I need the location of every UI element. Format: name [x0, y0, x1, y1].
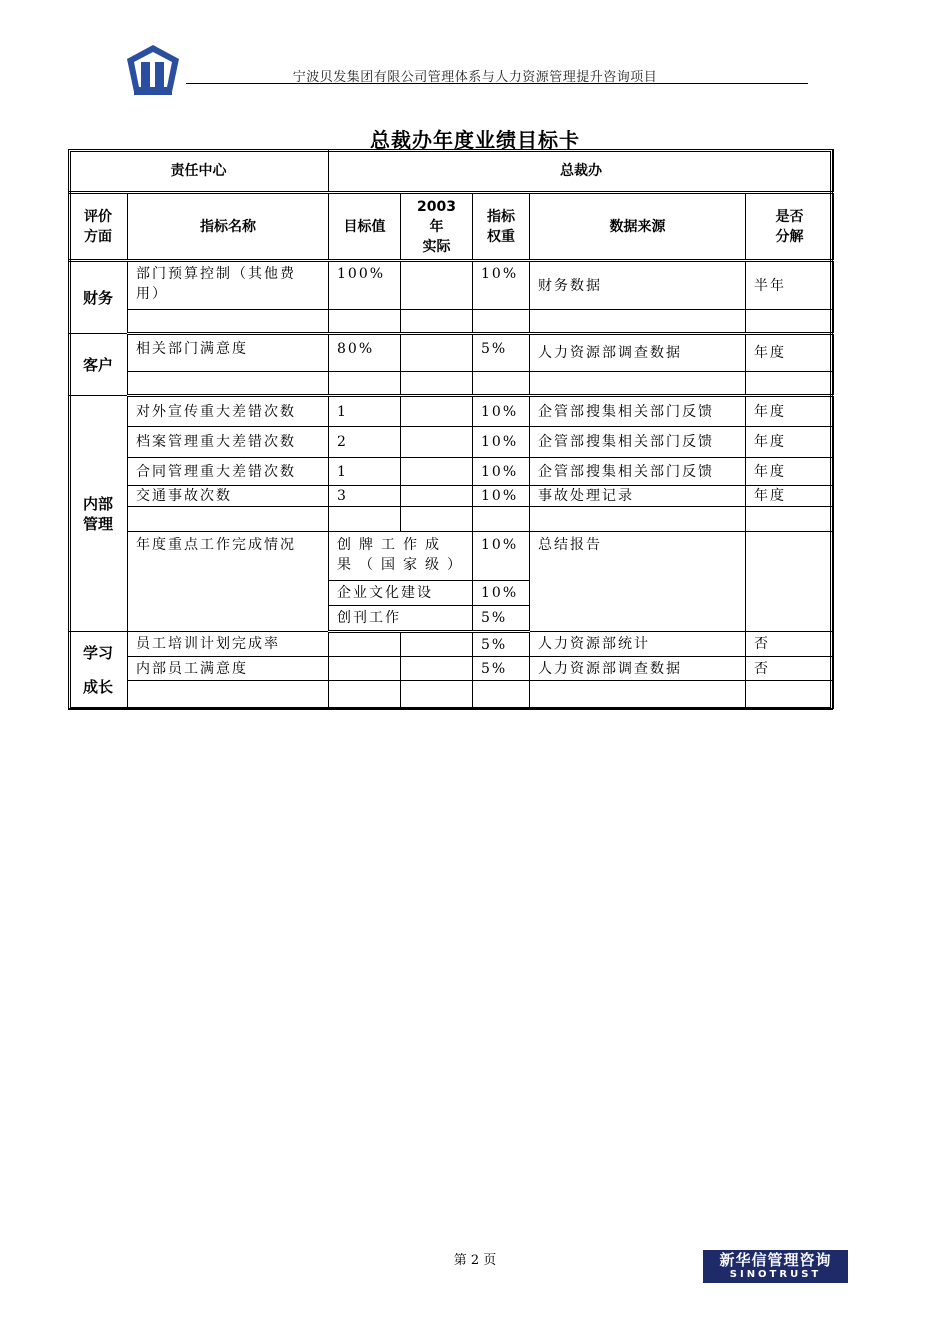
target-value: 1: [329, 458, 401, 486]
data-source: 事故处理记录: [530, 486, 746, 507]
weight-value: 10%: [473, 581, 530, 606]
indicator-name: 交通事故次数: [128, 486, 329, 507]
weight-value: 10%: [473, 261, 530, 310]
target-value: 创刊工作: [329, 606, 473, 632]
target-value: 3: [329, 486, 401, 507]
indicator-name: 员工培训计划完成率: [128, 632, 329, 657]
company-logo-icon: [124, 42, 182, 98]
data-source: 总结报告: [530, 532, 746, 632]
col-source-header: 数据来源: [530, 193, 746, 261]
table-outer-frame: [68, 149, 833, 710]
weight-value: 10%: [473, 396, 530, 427]
weight-value: 10%: [473, 427, 530, 458]
category-finance: 财务: [69, 261, 128, 334]
split-value: 年度: [746, 427, 834, 458]
split-value: 年度: [746, 396, 834, 427]
target-value: 1: [329, 396, 401, 427]
target-value: 企业文化建设: [329, 581, 473, 606]
indicator-name: 对外宣传重大差错次数: [128, 396, 329, 427]
indicator-name: 合同管理重大差错次数: [128, 458, 329, 486]
target-value: 100%: [329, 261, 401, 310]
page-title: 总裁办年度业绩目标卡: [370, 128, 580, 152]
split-value: 年度: [746, 334, 834, 372]
col-name-header: 指标名称: [128, 193, 329, 261]
split-value: 年度: [746, 458, 834, 486]
target-value: 创牌工作成果（国家级）: [329, 532, 473, 581]
data-source: 企管部搜集相关部门反馈: [530, 396, 746, 427]
target-value: 2: [329, 427, 401, 458]
weight-value: 5%: [473, 606, 530, 632]
weight-value: 5%: [473, 334, 530, 372]
indicator-name: 内部员工满意度: [128, 657, 329, 681]
target-value: 80%: [329, 334, 401, 372]
weight-value: 5%: [473, 657, 530, 681]
data-source: 企管部搜集相关部门反馈: [530, 458, 746, 486]
col-split-header: 是否 分解: [746, 193, 834, 261]
data-source: 人力资源部调查数据: [530, 657, 746, 681]
header-project-title: 宁波贝发集团有限公司管理体系与人力资源管理提升咨询项目: [292, 70, 658, 85]
weight-value: 10%: [473, 532, 530, 581]
col-weight-header: 指标 权重: [473, 193, 530, 261]
weight-value: 5%: [473, 632, 530, 657]
weight-value: 10%: [473, 458, 530, 486]
col-target-header: 目标值: [329, 193, 401, 261]
split-value: 年度: [746, 486, 834, 507]
brand-english: SINOTRUST: [729, 1269, 822, 1280]
sinotrust-logo: [703, 1250, 848, 1283]
center-value: 总裁办: [329, 150, 834, 193]
center-label: 责任中心: [69, 150, 329, 193]
split-value: 半年: [746, 261, 834, 310]
col-actual-header: 2003 年 实际: [401, 193, 473, 261]
data-source: 人力资源部调查数据: [530, 334, 746, 372]
data-source: 企管部搜集相关部门反馈: [530, 427, 746, 458]
category-internal: 内部 管理: [69, 396, 128, 632]
indicator-name: 相关部门满意度: [128, 334, 329, 372]
split-value: 否: [746, 657, 834, 681]
weight-value: 10%: [473, 486, 530, 507]
split-value: 否: [746, 632, 834, 657]
col-aspect-header: 评价 方面: [69, 193, 128, 261]
indicator-name: 部门预算控制（其他费用）: [128, 261, 329, 310]
page-number: 第 2 页: [453, 1253, 497, 1268]
indicator-name: 年度重点工作完成情况: [128, 532, 329, 632]
category-customer: 客户: [69, 334, 128, 396]
indicator-name: 档案管理重大差错次数: [128, 427, 329, 458]
data-source: 财务数据: [530, 261, 746, 310]
data-source: 人力资源部统计: [530, 632, 746, 657]
brand-chinese: 新华信管理咨询: [719, 1251, 832, 1269]
header-divider: [186, 83, 808, 84]
category-learning: 学习 成长: [69, 632, 128, 709]
